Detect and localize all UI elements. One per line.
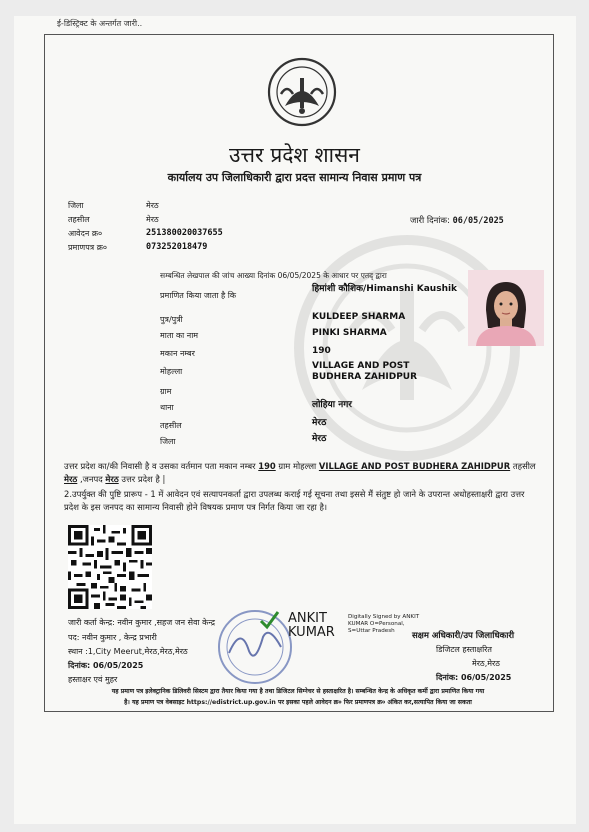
digital-sign-line2: KUMAR O=Personal, [348,621,405,627]
para1-text-c: तहसील [512,461,536,471]
mohalla-value: VILLAGE AND POST BUDHERA ZAHIDPUR [312,361,418,382]
mother-label: माता का नाम [160,331,199,340]
applicant-name: हिमांशी कौशिक/Himanshi Kaushik [312,284,458,294]
village-label: ग्राम [160,387,172,396]
house-value: 190 [312,346,331,356]
residence-paragraph [64,460,540,486]
footer-line-1: यह प्रमाण पत्र इलेक्ट्रानिक डिलिवरी सिस्टम द्वारा तैयार किया गया है तथा डिजिटल सिग्नेचर से हस्ताक्षरित है। सम्बन्धित केन्द्र के अधिकृत कर्मी द्वारा प्रमाणित किया गया [111,688,485,695]
district-value: मेरठ [146,201,159,210]
signer-name [288,612,335,640]
district-detail-label: जिला [160,437,176,446]
tehsil-detail-label: तहसील [160,421,182,430]
certified-label: प्रमाणित किया जाता है कि [160,291,237,300]
officer-place: मेरठ,मेरठ [472,659,500,668]
para1-text-a: उत्तर प्रदेश का/की निवासी है व उसका वर्तमान पता मकान नम्बर [64,461,256,471]
digital-sign-line1: Digitally Signed by ANKIT [348,614,420,620]
issuing-date: दिनांक: 06/05/2025 [68,661,144,670]
para1-text-d: ,जनपद [79,474,103,484]
signer-name-line1: ANKIT [288,611,327,626]
district-label: जिला [68,201,84,210]
para1-mohalla: VILLAGE AND POST BUDHERA ZAHIDPUR [318,461,511,471]
digital-signature-details [348,614,419,635]
office-seal [215,607,295,687]
tehsil-detail-value: मेरठ [312,418,327,428]
thana-label: थाना [160,403,174,412]
qr-code [68,525,152,609]
footer-line-2: है। यह प्रमाण पत्र वेबसाइट https://edistrict.up.gov.in पर इसका पहले आवेदन क्र० फिर प्रमाणपत्र क्र० अंकित कर,सत्यापित किया जा सकता [124,699,472,706]
para1-text-b: ग्राम मोहल्ला [278,461,317,471]
father-label: पुत्र/पुत्री [160,315,183,324]
certificate-number: 073252018479 [146,242,208,252]
application-number: 251380020037655 [146,228,223,238]
issue-date-label: जारी दिनांक: [410,216,450,226]
application-label: आवेदन क्र० [68,229,103,238]
house-label: मकान नम्बर [160,349,195,358]
thana-value: लोहिया नगर [312,400,352,410]
digitally-signed-label: डिजिटल हस्ताक्षरित [436,645,492,654]
officer-date: दिनांक: 06/05/2025 [436,673,512,682]
certificate-label: प्रमाणपत्र क्र० [68,243,107,252]
tehsil-value: मेरठ [146,215,159,224]
father-value: KULDEEP SHARMA [312,312,406,322]
district-detail-value: मेरठ [312,434,327,444]
up-government-emblem [263,56,341,128]
header-note: ई-डिस्ट्रिक्ट के अन्तर्गत जारी.. [57,19,143,28]
issuing-post: पद: नवीन कुमार , केन्द्र प्रभारी [68,633,157,642]
signer-name-line2: KUMAR [288,625,335,640]
document-title: उत्तर प्रदेश शासन [229,143,360,167]
intro-line: सम्बन्धित लेखपाल की जांच आख्या दिनांक 06/05/2025 के आधार पर एतद् द्वारा [160,271,387,280]
issuing-centre: जारी कर्ता केन्द्र: नवीन कुमार ,सहज जन सेवा केन्द्र [68,618,216,627]
para1-house: 190 [258,461,276,471]
signature-and-seal: हस्ताक्षर एवं मुहर [68,675,118,684]
digital-sign-line3: S=Uttar Pradesh [348,628,395,634]
tehsil-label: तहसील [68,215,90,224]
issue-date [410,215,504,226]
para1-district: मेरठ [105,474,119,484]
para1-tehsil: मेरठ [64,474,78,484]
verified-check-icon [258,609,280,631]
person-icon [468,270,544,346]
officer-title: सक्षम अधिकारी/उप जिलाधिकारी [412,631,515,641]
verification-paragraph: 2.उपर्युक्त की पुष्टि प्रारूप - 1 में आवेदन एवं सत्यापनकर्ता द्वारा उपलब्ध कराई गई सूचना तथा इससे मैं संतुष्ट हो जाने के उपरान्त अधोहस्ताक्षरी द्वारा उत्तर प्रदेश के इस जनपद का सामान्य निवासी होने विषयक प्रमाण पत्र निर्गत किया जा रहा है। [64,489,525,512]
applicant-photo [468,270,544,346]
mother-value: PINKI SHARMA [312,328,387,338]
issue-date-value: 06/05/2025 [452,216,504,226]
document-subtitle: कार्यालय उप जिलाधिकारी द्वारा प्रदत्त सामान्य निवास प्रमाण पत्र [167,171,422,184]
para1-text-e: उत्तर प्रदेश है | [121,474,166,484]
issuing-place: स्थान :1,City Meerut,मेरठ,मेरठ,मेरठ [68,647,188,656]
mohalla-label: मोहल्ला [160,367,183,376]
